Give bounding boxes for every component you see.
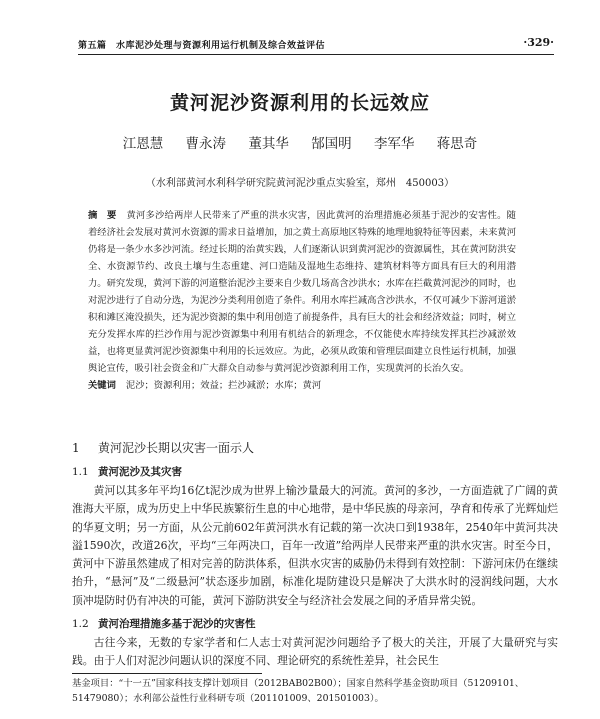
abstract-block — [88, 207, 516, 394]
subsection-heading — [72, 616, 560, 631]
page-number: ·329· — [523, 36, 554, 49]
section-number: 1 — [72, 441, 80, 455]
author-name: 江恩慧 — [122, 136, 164, 152]
abstract — [88, 207, 516, 377]
footnote-funding: 基金项目：“十一五”国家科技支撑计划项目（2012BAB02B00）；国家自然科学基金资助项目（51209101、51479080）；水利部公益性行业科研专项（201101009、201501003）。 — [72, 678, 525, 704]
author-name: 董其华 — [248, 136, 289, 152]
running-header — [78, 36, 554, 52]
footnote-rule — [72, 673, 262, 674]
subsection-number: 1.2 — [72, 618, 89, 630]
keywords-text: 泥沙；资源利用；效益；拦沙减淤；水库；黄河 — [125, 380, 322, 391]
header-rule — [78, 54, 554, 55]
author-list — [40, 132, 560, 152]
abstract-text: 黄河多沙给两岸人民带来了严重的洪水灾害，因此黄河的治理措施必须基于泥沙的安害性。随着经济社会发展对黄河水资源的需求日益增加，加之黄土高原地区特殊的地理地貌特征等因素，未来黄河仍将是一条少水多沙河流。经过长期的治黄实践，人们逐渐认识到黄河泥沙的资源属性，其在黄河防洪安全、水资源节约、改良土壤与生态重建、河口造陆及湿地生态维持、建筑材料等方面具有巨大的利用潜力。研究发现，黄河下游的河道整治泥沙主要来自少数几场高含沙洪水；水库在拦截黄河泥沙的同时，也对泥沙进行了自动分选，为泥沙分类利用创造了条件。利用水库拦减高含沙洪水，不仅可减少下游河道淤积和滩区淹没损失，还为泥沙资源的集中利用创造了前提条件，具有巨大的社会和经济效益；同时，树立充分发挥水库的拦沙作用与泥沙资源集中利用有机结合的新理念，不仅能使水库持续发挥其拦沙减淤效益，也将更显黄河泥沙资源集中利用的长远效应。为此，必须从政策和管理层面建立良性运行机制，加强舆论宣传，吸引社会资金和广大群众自动参与黄河泥沙资源利用工作，实现黄河的长治久安。 — [88, 210, 516, 374]
author-name: 李军华 — [373, 136, 415, 152]
running-header-section: 第五篇 水库泥沙处理与资源利用运行机制及综合效益评估 — [78, 41, 326, 51]
affiliation: （水利部黄河水利科学研究院黄河泥沙重点实验室，郑州 450003） — [145, 178, 455, 189]
subsection-title: 黄河泥沙及其灾害 — [98, 466, 182, 478]
abstract-label: 摘 要 — [88, 210, 117, 221]
subsection-number: 1.1 — [72, 466, 89, 478]
subsection-title: 黄河治理措施多基于泥沙的灾害性 — [98, 618, 256, 630]
body-paragraph: 黄河以其多年平均16亿t泥沙成为世界上输沙量最大的河流。黄河的多沙，一方面造就了广阔的黄淮海大平原，成为历史上中华民族繁衍生息的中心地带，是中华民族的母亲河，孕育和传承了光辉灿烂的华夏文明；另一方面，从公元前602年黄河洪水有记载的第一次决口到1938年，2540年中黄河共决溢1590次，改道26次，平均“三年两决口，百年一改道”给两岸人民带来严重的洪水灾害。时至今日，黄河中下游虽然建成了相对完善的防洪体系，但洪水灾害的威胁仍未得到有效控制：下游河床仍在继续抬升，“悬河”及“二级悬河”状态逐步加剧，标准化堤防建设只是解决了大洪水时的浸润线问题，大水顶冲堤防时仍有冲决的可能，黄河下游防洪安全与经济社会发展之间的矛盾异常尖锐。 — [72, 484, 558, 607]
keywords — [88, 377, 516, 394]
section-heading — [72, 439, 560, 456]
author-name: 郜国明 — [311, 136, 352, 152]
paper-title: 黄河泥沙资源利用的长远效应 — [169, 92, 430, 114]
keywords-label: 关键词 — [88, 380, 116, 391]
author-name: 蒋思奇 — [436, 136, 478, 152]
author-name: 曹永涛 — [185, 136, 227, 152]
section-title: 黄河泥沙长期以灾害一面示人 — [98, 441, 255, 455]
subsection-heading — [72, 464, 560, 479]
body-paragraph: 古往今来，无数的专家学者和仁人志士对黄河泥沙问题给予了极大的关注，开展了大量研究与实践。由于人们对泥沙问题认识的深度不同、理论研究的系统性差异，社会民生 — [72, 636, 558, 668]
